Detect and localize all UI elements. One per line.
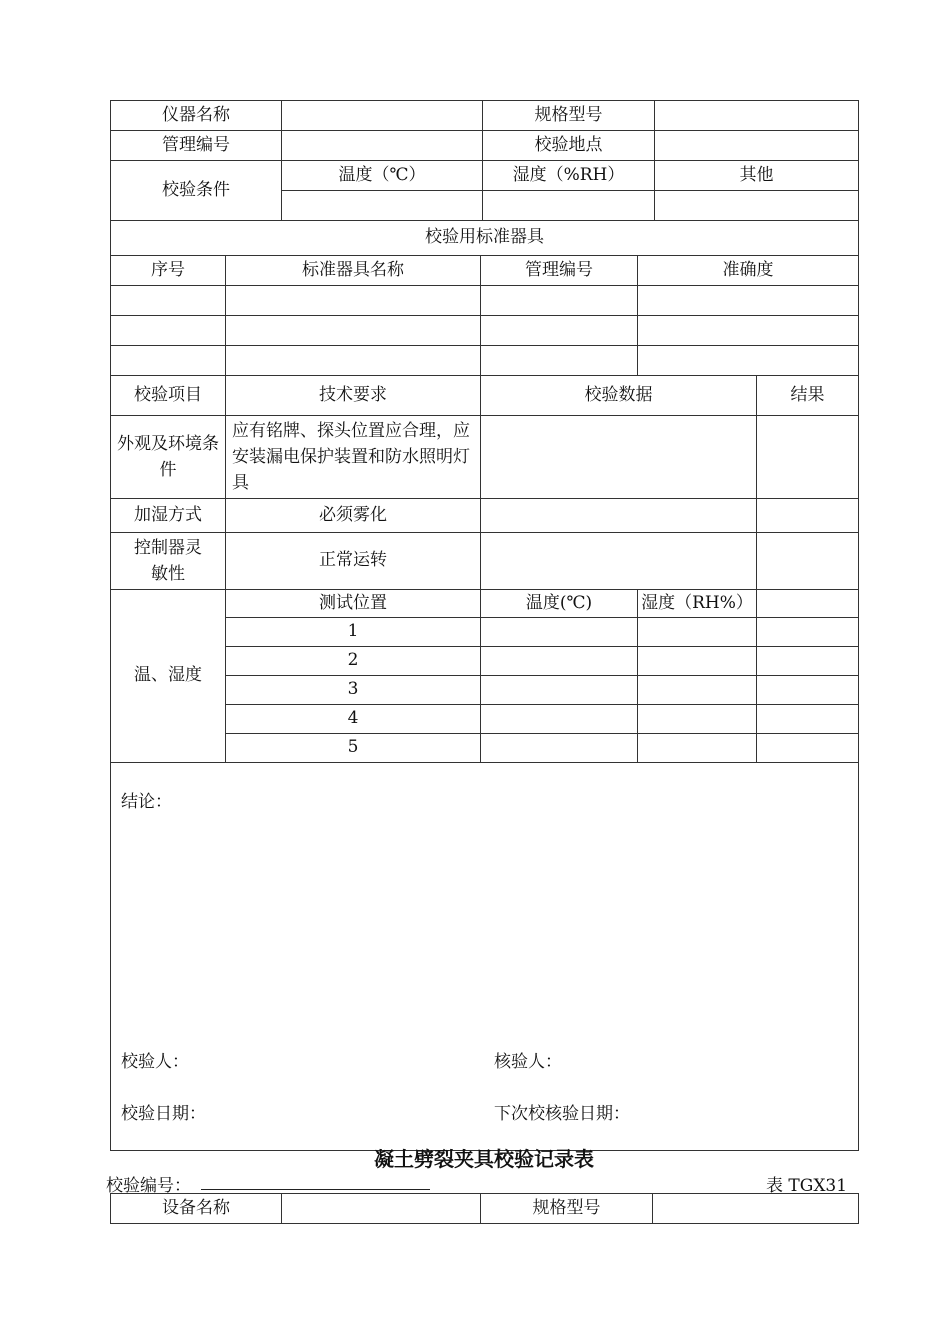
header-row-instrument	[111, 101, 859, 131]
items-header-row	[111, 376, 859, 416]
th-temp-cell[interactable]	[481, 705, 638, 734]
item-data-cell[interactable]	[481, 533, 757, 590]
humidity-value[interactable]	[483, 191, 655, 221]
next-form-row	[111, 1194, 859, 1224]
th-extra-cell[interactable]	[757, 618, 859, 647]
device-name-label: 设备名称	[111, 1194, 282, 1224]
verification-record-table	[110, 100, 859, 1151]
standards-cell[interactable]	[481, 316, 638, 346]
item-data-cell[interactable]	[481, 416, 757, 499]
th-temp-cell[interactable]	[481, 618, 638, 647]
temperature-value[interactable]	[282, 191, 483, 221]
verifier-label: 校验人：	[121, 1052, 189, 1072]
th-col-empty	[757, 590, 859, 618]
other-value[interactable]	[655, 191, 859, 221]
conclusion-cell[interactable]	[111, 763, 859, 1151]
standards-col-index: 序号	[111, 256, 226, 286]
location-value[interactable]	[655, 131, 859, 161]
th-extra-cell[interactable]	[757, 734, 859, 763]
item-requirement: 必须雾化	[226, 499, 481, 533]
conditions-label: 校验条件	[111, 161, 282, 221]
item-row-humidification	[111, 499, 859, 533]
item-requirement: 正常运转	[226, 533, 481, 590]
item-data-cell[interactable]	[481, 499, 757, 533]
standards-row	[111, 346, 859, 376]
standards-row	[111, 286, 859, 316]
th-extra-cell[interactable]	[757, 676, 859, 705]
standards-cell[interactable]	[226, 286, 481, 316]
standards-title-row	[111, 221, 859, 256]
th-humidity-cell[interactable]	[638, 618, 757, 647]
th-extra-cell[interactable]	[757, 647, 859, 676]
item-row-appearance	[111, 416, 859, 499]
header-row-conditions	[111, 161, 859, 191]
th-extra-cell[interactable]	[757, 705, 859, 734]
next-form-title: 凝土劈裂夹具校验记录表	[374, 1147, 594, 1171]
humidity-label: 湿度（%RH）	[483, 161, 655, 191]
next-spec-model-label: 规格型号	[481, 1194, 653, 1224]
next-form-table	[110, 1193, 859, 1224]
th-humidity-cell[interactable]	[638, 705, 757, 734]
standards-title: 校验用标准器具	[111, 221, 859, 256]
standards-col-mgmt: 管理编号	[481, 256, 638, 286]
item-label: 加湿方式	[111, 499, 226, 533]
verification-number-field[interactable]	[201, 1189, 430, 1190]
standards-cell[interactable]	[111, 316, 226, 346]
location-label: 校验地点	[483, 131, 655, 161]
items-col-requirement: 技术要求	[226, 376, 481, 416]
item-result-cell[interactable]	[757, 499, 859, 533]
standards-cell[interactable]	[111, 286, 226, 316]
verification-number-label: 校验编号：	[106, 1176, 191, 1196]
standards-cell[interactable]	[638, 346, 859, 376]
th-humidity-cell[interactable]	[638, 676, 757, 705]
th-temp-cell[interactable]	[481, 647, 638, 676]
verify-date-label: 校验日期：	[121, 1104, 206, 1124]
conclusion-label: 结论：	[121, 792, 172, 812]
items-col-result: 结果	[757, 376, 859, 416]
item-label: 外观及环境条件	[111, 416, 226, 499]
device-name-value[interactable]	[282, 1194, 481, 1224]
spec-model-value[interactable]	[655, 101, 859, 131]
instrument-name-value[interactable]	[282, 101, 483, 131]
item-result-cell[interactable]	[757, 416, 859, 499]
standards-cell[interactable]	[481, 286, 638, 316]
standards-cell[interactable]	[638, 286, 859, 316]
th-position: 1	[226, 618, 481, 647]
conclusion-row	[111, 763, 859, 1151]
next-spec-model-value[interactable]	[653, 1194, 859, 1224]
item-result-cell[interactable]	[757, 533, 859, 590]
standards-col-accuracy: 准确度	[638, 256, 859, 286]
th-col-humidity: 湿度（RH%）	[638, 590, 757, 618]
mgmt-number-value[interactable]	[282, 131, 483, 161]
items-col-data: 校验数据	[481, 376, 757, 416]
checker-label: 核验人：	[494, 1052, 562, 1072]
th-temp-cell[interactable]	[481, 734, 638, 763]
th-col-temp: 温度(℃)	[481, 590, 638, 618]
th-temp-cell[interactable]	[481, 676, 638, 705]
th-position: 2	[226, 647, 481, 676]
th-col-position: 测试位置	[226, 590, 481, 618]
th-humidity-cell[interactable]	[638, 647, 757, 676]
standards-cell[interactable]	[111, 346, 226, 376]
spec-model-label: 规格型号	[483, 101, 655, 131]
standards-row	[111, 316, 859, 346]
standards-cell[interactable]	[226, 346, 481, 376]
standards-cell[interactable]	[226, 316, 481, 346]
th-humidity-cell[interactable]	[638, 734, 757, 763]
mgmt-number-label: 管理编号	[111, 131, 282, 161]
form-code: 表 TGX31	[766, 1176, 848, 1196]
other-label: 其他	[655, 161, 859, 191]
standards-cell[interactable]	[481, 346, 638, 376]
th-position: 3	[226, 676, 481, 705]
next-verify-date-label: 下次校核验日期：	[494, 1104, 630, 1124]
standards-cell[interactable]	[638, 316, 859, 346]
instrument-name-label: 仪器名称	[111, 101, 282, 131]
th-position: 5	[226, 734, 481, 763]
item-row-controller	[111, 533, 859, 590]
header-row-mgmt	[111, 131, 859, 161]
items-col-item: 校验项目	[111, 376, 226, 416]
th-position: 4	[226, 705, 481, 734]
item-requirement: 应有铭牌、探头位置应合理，应安装漏电保护装置和防水照明灯具	[226, 416, 481, 499]
standards-header-row	[111, 256, 859, 286]
standards-col-name: 标准器具名称	[226, 256, 481, 286]
item-label: 控制器灵敏性	[111, 533, 226, 590]
th-header-row	[111, 590, 859, 618]
th-item-label: 温、湿度	[111, 590, 226, 763]
temperature-label: 温度（℃）	[282, 161, 483, 191]
